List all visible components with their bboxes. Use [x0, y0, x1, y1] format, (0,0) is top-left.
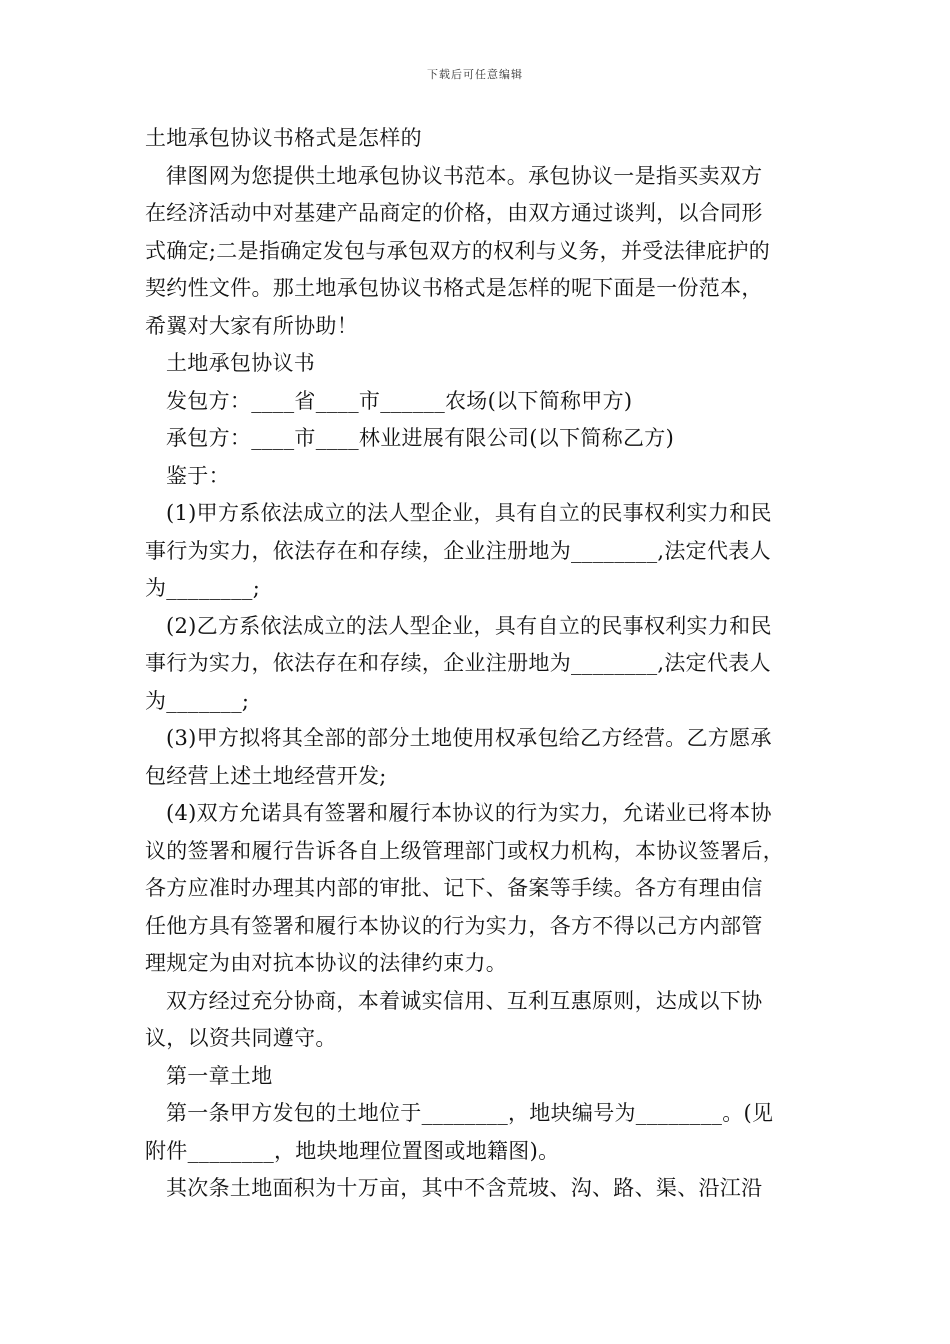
paragraph-line: 双方经过充分协商，本着诚实信用、互利互惠原则，达成以下协 — [166, 988, 763, 1013]
paragraph-line: 契约性文件。那土地承包协议书格式是怎样的呢下面是一份范本， — [145, 276, 763, 300]
paragraph-line: 律图网为您提供土地承包协议书范本。承包协议一是指买卖双方 — [166, 163, 763, 188]
paragraph-line: 为________; — [145, 576, 261, 600]
paragraph-line: 任他方具有签署和履行本协议的行为实力，各方不得以己方内部管 — [145, 913, 763, 938]
paragraph-line: (3)甲方拟将其全部的部分土地使用权承包给乙方经营。乙方愿承 — [166, 726, 772, 750]
paragraph-line: 议的签署和履行告诉各自上级管理部门或权力机构，本协议签署后， — [145, 838, 784, 863]
paragraph-line: 为_______; — [145, 688, 250, 713]
paragraph-line: 理规定为由对抗本协议的法律约束力。 — [145, 951, 508, 975]
header-note: 下载后可任意编辑 — [427, 68, 523, 81]
document-body — [145, 120, 825, 1208]
paragraph-line: 在经济活动中对基建产品商定的价格，由双方通过谈判，以合同形 — [145, 201, 763, 225]
paragraph-line: 各方应准时办理其内部的审批、记下、备案等手续。各方有理由信 — [145, 876, 763, 900]
paragraph-line: 包经营上述土地经营开发; — [145, 763, 387, 788]
party-b-line: 承包方：____市____林业进展有限公司(以下简称乙方) — [166, 426, 675, 450]
recitals-label: 鉴于： — [166, 463, 230, 488]
paragraph-line: 事行为实力，依法存在和存续，企业注册地为________,法定代表人 — [145, 651, 771, 675]
paragraph-line: 事行为实力，依法存在和存续，企业注册地为________,法定代表人 — [145, 538, 771, 563]
agreement-heading: 土地承包协议书 — [166, 351, 316, 375]
paragraph-line: (2)乙方系依法成立的法人型企业，具有自立的民事权利实力和民 — [166, 613, 772, 638]
paragraph-line: 其次条土地面积为十万亩，其中不含荒坡、沟、路、渠、沿江沿 — [166, 1176, 763, 1200]
paragraph-line: 希翼对大家有所协助！ — [145, 313, 358, 338]
paragraph-line: 第一条甲方发包的土地位于________，地块编号为________。(见 — [166, 1101, 774, 1125]
paragraph-line: 议，以资共同遵守。 — [145, 1026, 337, 1050]
party-a-line: 发包方：____省____市______农场(以下简称甲方) — [166, 388, 633, 413]
chapter-heading: 第一章土地 — [166, 1063, 273, 1088]
paragraph-line: 式确定;二是指确定发包与承包双方的权利与义务，并受法律庇护的 — [145, 238, 771, 263]
paragraph-line: (1)甲方系依法成立的法人型企业，具有自立的民事权利实力和民 — [166, 501, 772, 525]
paragraph-line: 附件________，地块地理位置图或地籍图)。 — [145, 1138, 560, 1163]
document-title: 土地承包协议书格式是怎样的 — [145, 126, 422, 150]
paragraph-line: (4)双方允诺具有签署和履行本协议的行为实力，允诺业已将本协 — [166, 801, 772, 825]
